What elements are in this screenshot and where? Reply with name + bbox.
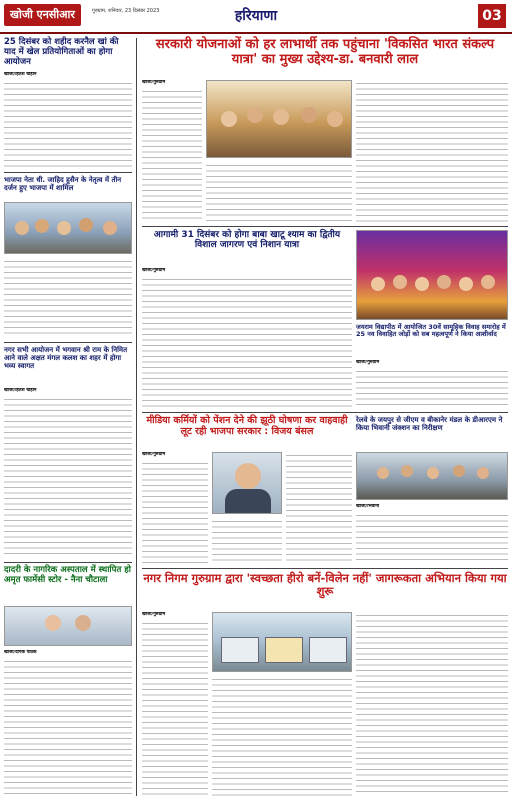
newspaper-logo: खोजी एनसीआर <box>4 4 81 26</box>
photo-naina-chautala <box>4 606 132 646</box>
story-byline: खोजी/गुरुग्राम <box>142 268 166 273</box>
story-byline: खोजी/भिवानी <box>356 504 380 509</box>
photo-viksit-bharat-event <box>206 80 352 158</box>
divider <box>142 226 508 227</box>
story-body-viksit-bharat-col2 <box>206 162 352 222</box>
story-body-railway <box>356 504 508 564</box>
masthead <box>0 0 512 34</box>
story-byline: खोजी/गुरुग्राम <box>142 452 166 457</box>
story-headline-media-pension: मीडिया कर्मियों को पेंशन देने की झूठी घोषणा कर वाहवाही लूट रही भाजपा सरकार : विजय बंसल <box>146 415 348 437</box>
section-title: हरियाणा <box>234 8 278 24</box>
story-headline-nagar-ayojan: नगर सभी आयोजन में भगवान श्री राम के निमित आने वाले अक्षत मंगल कलश का शहर में होगा भव्य स्वागत <box>4 346 128 371</box>
story-body-media-pension-col3 <box>286 452 352 564</box>
story-headline-bjp-neta: भाजपा नेता धी. जाहिद हुसैन के नेतृत्व में तीन दर्जन हुए भाजपा में शामिल <box>4 176 122 193</box>
story-body-nagar-ayojan <box>4 388 132 558</box>
story-body-dadri <box>4 650 132 796</box>
story-body-viksit-bharat-col1 <box>142 80 202 222</box>
story-headline-railway: रेलवे के जयपुर से जीएम व बीकानेर मंडल के डीआरएम ने किया भिवानी जंक्शन का निरीक्षण <box>356 416 503 433</box>
story-byline: खोजी/हितेश चौहान <box>4 388 37 393</box>
column-divider <box>136 38 137 796</box>
story-headline-shahid-diwas: 25 दिसंबर को शहीद करनैल खां की याद में खेल प्रतियोगिताओं का होगा आयोजन <box>4 37 119 67</box>
photo-group-bjp <box>4 202 132 254</box>
story-body-nagar-nigam-col2 <box>212 676 352 796</box>
photo-samuhik-vivah <box>356 230 508 320</box>
story-body-samuhik-vivah <box>356 360 508 408</box>
divider <box>142 568 508 569</box>
divider <box>4 172 132 173</box>
story-headline-nagar-nigam: नगर निगम गुरुग्राम द्वारा 'स्वच्छता हीरो बनें-विलेन नहीं' जागरूकता अभियान किया गया शुरू <box>143 571 507 599</box>
photo-railway-inspection <box>356 452 508 500</box>
story-body-shahid-diwas <box>4 72 132 170</box>
story-body-media-pension-col2 <box>212 518 282 564</box>
story-body-baba-khatu <box>142 268 352 408</box>
story-byline: खोजी/गुरुग्राम <box>142 80 166 85</box>
story-byline: खोजी/दीपक पाठक <box>4 650 37 655</box>
story-headline-dadri: दादरी के नागरिक अस्पताल में स्थापित हो अमृत फार्मेसी स्टोर - नैना चौटाला <box>4 565 131 585</box>
story-body-nagar-nigam-col3 <box>356 612 508 796</box>
divider <box>4 342 132 343</box>
story-body-viksit-bharat-col3 <box>356 80 508 222</box>
photo-vijay-bansal <box>212 452 282 514</box>
divider <box>142 412 508 413</box>
story-byline: खोजी/गुरुग्राम <box>356 360 380 365</box>
story-byline: खोजी/हितेश चौहान <box>4 72 37 77</box>
story-headline-baba-khatu: आगामी 31 दिसंबर को होगा बाबा खाटू श्याम का द्वितीय विशाल जागरण एवं निशान यात्रा <box>153 230 341 251</box>
story-body-nagar-nigam-col1 <box>142 612 208 796</box>
page-number: 03 <box>478 4 506 28</box>
dateline: गुरुग्राम, शनिवार, 23 दिसंबर 2023 <box>92 8 160 14</box>
story-headline-viksit-bharat: सरकारी योजनाओं को हर लाभार्थी तक पहुंचाना 'विकसित भारत संकल्प यात्रा' का मुख्य उद्देश्य-डा. बनवारी लाल <box>155 37 495 67</box>
story-headline-samuhik-vivah: जयराम विद्यापीठ में आयोजित 30वें सामूहिक विवाह समारोह में 25 नव विवाहित जोड़ों को सब महत्वपूर्ण ने किया आशीर्वाद <box>356 323 506 339</box>
story-byline: खोजी/गुरुग्राम <box>142 612 166 617</box>
photo-swachhata-vehicles <box>212 612 352 672</box>
divider <box>4 562 132 563</box>
story-body-media-pension-col1 <box>142 452 208 564</box>
story-body-bjp-neta <box>4 258 132 338</box>
